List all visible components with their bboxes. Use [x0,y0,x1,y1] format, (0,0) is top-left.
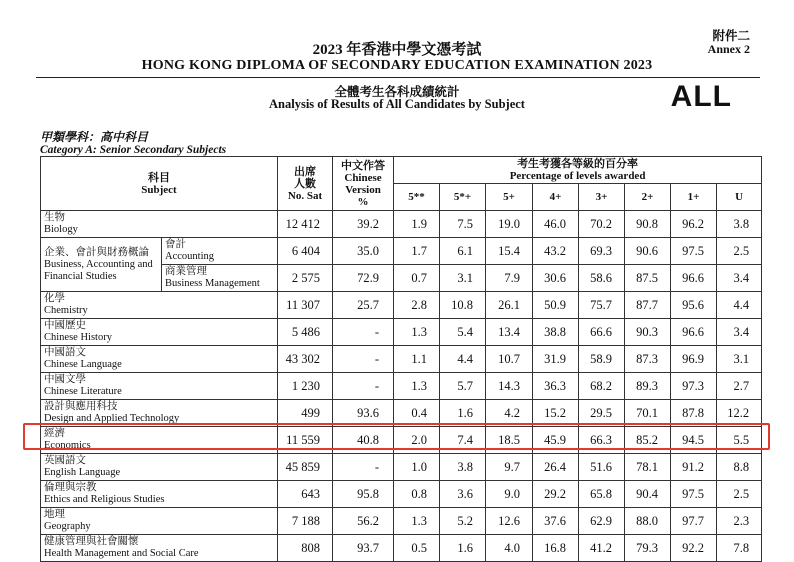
subject-zh: 設計與應用科技 [44,401,118,412]
level-value: 14.3 [486,373,533,400]
percentage-header-zh: 考生考獲各等級的百分率 [517,158,639,170]
level-value: 88.0 [625,508,671,535]
sat-value: 5 486 [278,319,333,346]
level-value: 19.0 [486,211,533,238]
level-header: 1+ [671,184,717,211]
subject-cell [41,454,278,481]
level-value: 68.2 [579,373,625,400]
level-value: 70.2 [579,211,625,238]
level-value: 90.6 [625,238,671,265]
table-row [41,319,762,346]
sat-value: 45 859 [278,454,333,481]
level-value: 3.4 [717,265,762,292]
level-value: 3.8 [717,211,762,238]
subject-cell [41,319,278,346]
chinese-version-value: 93.7 [333,535,394,562]
subject-en: Business Management [165,278,260,289]
table-row [41,373,762,400]
subject-cell [41,211,278,238]
level-value: 7.8 [717,535,762,562]
level-value: 96.6 [671,265,717,292]
chinese-version-value: 25.7 [333,292,394,319]
level-value: 15.2 [533,400,579,427]
level-value: 97.7 [671,508,717,535]
level-value: 87.3 [625,346,671,373]
level-value: 2.8 [394,292,440,319]
table-row [41,292,762,319]
level-value: 8.8 [717,454,762,481]
level-value: 6.1 [440,238,486,265]
subtitle-zh: 全體考生各科成績統計 [334,85,460,99]
level-value: 97.5 [671,481,717,508]
subject-en: Health Management and Social Care [44,548,199,559]
level-value: 5.5 [717,427,762,454]
level-value: 90.4 [625,481,671,508]
subject-en: Economics [44,440,91,451]
level-value: 1.3 [394,373,440,400]
level-header: 5** [394,184,440,211]
chinese-version-value: 56.2 [333,508,394,535]
cv-header [333,157,394,211]
level-value: 18.5 [486,427,533,454]
level-value: 0.4 [394,400,440,427]
sat-value: 643 [278,481,333,508]
subject-group-zh: 企業、會計與財務概論 [44,246,149,258]
level-value: 90.8 [625,211,671,238]
level-value: 4.0 [486,535,533,562]
subject-group-cell [41,238,162,292]
level-value: 96.2 [671,211,717,238]
level-value: 1.0 [394,454,440,481]
level-value: 51.6 [579,454,625,481]
level-value: 12.2 [717,400,762,427]
subject-cell [41,346,278,373]
level-value: 69.3 [579,238,625,265]
level-header: 5*+ [440,184,486,211]
level-value: 0.5 [394,535,440,562]
annex-label-en: Annex 2 [707,42,750,56]
level-value: 66.6 [579,319,625,346]
level-value: 89.3 [625,373,671,400]
sat-value: 499 [278,400,333,427]
subject-en: English Language [44,467,121,478]
level-value: 78.1 [625,454,671,481]
chinese-version-value: - [333,319,394,346]
level-value: 96.6 [671,319,717,346]
level-value: 2.5 [717,238,762,265]
scope-label: ALL [670,80,732,113]
table-row [41,508,762,535]
category-zh: 甲類學科：高中科目 [40,130,149,144]
level-value: 94.5 [671,427,717,454]
subject-en: Chinese Literature [44,386,122,397]
subject-en: Chinese History [44,332,112,343]
subject-zh: 地理 [44,509,65,520]
subject-zh: 中國文學 [44,374,86,385]
chinese-version-value: - [333,373,394,400]
level-value: 10.7 [486,346,533,373]
sat-value: 12 412 [278,211,333,238]
subject-zh: 商業管理 [165,266,207,277]
subject-en: Ethics and Religious Studies [44,494,165,505]
subject-en: Chemistry [44,305,88,316]
level-value: 26.1 [486,292,533,319]
level-value: 7.4 [440,427,486,454]
subject-cell [162,238,278,265]
economics-highlight-box [23,423,770,450]
results-table [40,156,762,562]
subject-en: Design and Applied Technology [44,413,180,424]
level-value: 3.1 [440,265,486,292]
level-value: 13.4 [486,319,533,346]
level-value: 46.0 [533,211,579,238]
subject-cell [41,481,278,508]
level-value: 87.5 [625,265,671,292]
sat-value: 6 404 [278,238,333,265]
subject-header [41,157,278,211]
level-value: 29.2 [533,481,579,508]
subject-cell [41,292,278,319]
cv-header-en: Chinese Version [344,171,382,196]
level-value: 3.4 [717,319,762,346]
level-value: 36.3 [533,373,579,400]
level-value: 45.9 [533,427,579,454]
level-value: 7.9 [486,265,533,292]
subject-zh: 會計 [165,239,186,250]
level-value: 26.4 [533,454,579,481]
level-value: 37.6 [533,508,579,535]
subject-en: Biology [44,224,78,235]
percentage-header [394,157,762,184]
subtitle-en: Analysis of Results of All Candidates by Subject [269,97,525,111]
cv-header-unit: % [357,195,369,208]
subject-zh: 經濟 [44,428,65,439]
level-value: 15.4 [486,238,533,265]
level-value: 31.9 [533,346,579,373]
sat-header [278,157,333,211]
sat-value: 43 302 [278,346,333,373]
level-value: 38.8 [533,319,579,346]
level-value: 3.6 [440,481,486,508]
chinese-version-value: 93.6 [333,400,394,427]
table-row [41,481,762,508]
chinese-version-value: 39.2 [333,211,394,238]
level-value: 1.9 [394,211,440,238]
level-value: 96.9 [671,346,717,373]
level-header: 2+ [625,184,671,211]
title-zh: 2023 年香港中學文憑考試 [312,42,482,58]
level-value: 92.2 [671,535,717,562]
level-value: 58.6 [579,265,625,292]
level-value: 43.2 [533,238,579,265]
level-header: 3+ [579,184,625,211]
level-value: 70.1 [625,400,671,427]
chinese-version-value: 95.8 [333,481,394,508]
level-value: 10.8 [440,292,486,319]
level-value: 0.7 [394,265,440,292]
level-value: 2.3 [717,508,762,535]
subject-header-en: Subject [141,183,177,196]
level-value: 0.8 [394,481,440,508]
sat-value: 1 230 [278,373,333,400]
subject-cell [162,265,278,292]
level-value: 1.6 [440,535,486,562]
sat-value: 7 188 [278,508,333,535]
level-value: 5.2 [440,508,486,535]
level-value: 1.7 [394,238,440,265]
title-en: HONG KONG DIPLOMA OF SECONDARY EDUCATION EXAMINATION 2023 [141,58,653,73]
level-value: 66.3 [579,427,625,454]
level-value: 65.8 [579,481,625,508]
level-value: 50.9 [533,292,579,319]
level-header: U [717,184,762,211]
level-value: 3.1 [717,346,762,373]
level-value: 9.7 [486,454,533,481]
level-value: 1.3 [394,319,440,346]
level-value: 3.8 [440,454,486,481]
level-value: 29.5 [579,400,625,427]
table-row [41,346,762,373]
sat-value: 11 559 [278,427,333,454]
level-value: 79.3 [625,535,671,562]
subject-en: Geography [44,521,91,532]
subject-cell [41,373,278,400]
subject-zh: 健康管理與社會關懷 [44,536,139,547]
level-value: 4.2 [486,400,533,427]
sat-value: 808 [278,535,333,562]
chinese-version-value: 72.9 [333,265,394,292]
level-value: 87.7 [625,292,671,319]
sat-value: 2 575 [278,265,333,292]
chinese-version-value: 40.8 [333,427,394,454]
subject-en: Chinese Language [44,359,122,370]
level-value: 9.0 [486,481,533,508]
level-value: 2.5 [717,481,762,508]
level-value: 62.9 [579,508,625,535]
level-value: 41.2 [579,535,625,562]
cv-header-zh: 中文作答 [341,159,386,172]
table-row [41,535,762,562]
subject-zh: 倫理與宗教 [44,482,97,493]
header-row-1 [41,157,762,184]
level-value: 1.6 [440,400,486,427]
level-value: 97.5 [671,238,717,265]
subject-zh: 英國語文 [44,455,86,466]
subject-zh: 化學 [44,293,65,304]
level-value: 95.6 [671,292,717,319]
level-value: 5.4 [440,319,486,346]
subject-zh: 生物 [44,212,65,223]
table-row [41,238,762,265]
annex-label-zh: 附件二 [712,29,750,43]
sat-header-zh: 出席人數 [294,165,317,190]
level-header: 4+ [533,184,579,211]
subject-group-en: Business, Accounting and Financial Studies [44,258,153,282]
level-value: 1.1 [394,346,440,373]
level-value: 97.3 [671,373,717,400]
percentage-header-en: Percentage of levels awarded [509,170,646,182]
title-rule [36,77,760,78]
level-value: 16.8 [533,535,579,562]
sat-header-en: No. Sat [287,189,323,202]
chinese-version-value: - [333,454,394,481]
level-header: 5+ [486,184,533,211]
table-row [41,211,762,238]
subject-zh: 中國歷史 [44,320,86,331]
chinese-version-value: - [333,346,394,373]
category-en: Category A: Senior Secondary Subjects [40,144,227,156]
level-value: 4.4 [440,346,486,373]
level-value: 91.2 [671,454,717,481]
table-row [41,454,762,481]
results-body [41,211,762,562]
level-value: 1.3 [394,508,440,535]
level-value: 30.6 [533,265,579,292]
level-value: 90.3 [625,319,671,346]
subject-cell [41,535,278,562]
subject-header-zh: 科目 [148,171,170,184]
level-value: 2.0 [394,427,440,454]
level-value: 7.5 [440,211,486,238]
level-value: 58.9 [579,346,625,373]
sat-value: 11 307 [278,292,333,319]
subject-en: Accounting [165,251,214,262]
chinese-version-value: 35.0 [333,238,394,265]
level-value: 12.6 [486,508,533,535]
level-value: 85.2 [625,427,671,454]
level-value: 4.4 [717,292,762,319]
subject-zh: 中國語文 [44,347,86,358]
level-value: 87.8 [671,400,717,427]
level-value: 5.7 [440,373,486,400]
level-value: 75.7 [579,292,625,319]
level-value: 2.7 [717,373,762,400]
subject-cell [41,508,278,535]
